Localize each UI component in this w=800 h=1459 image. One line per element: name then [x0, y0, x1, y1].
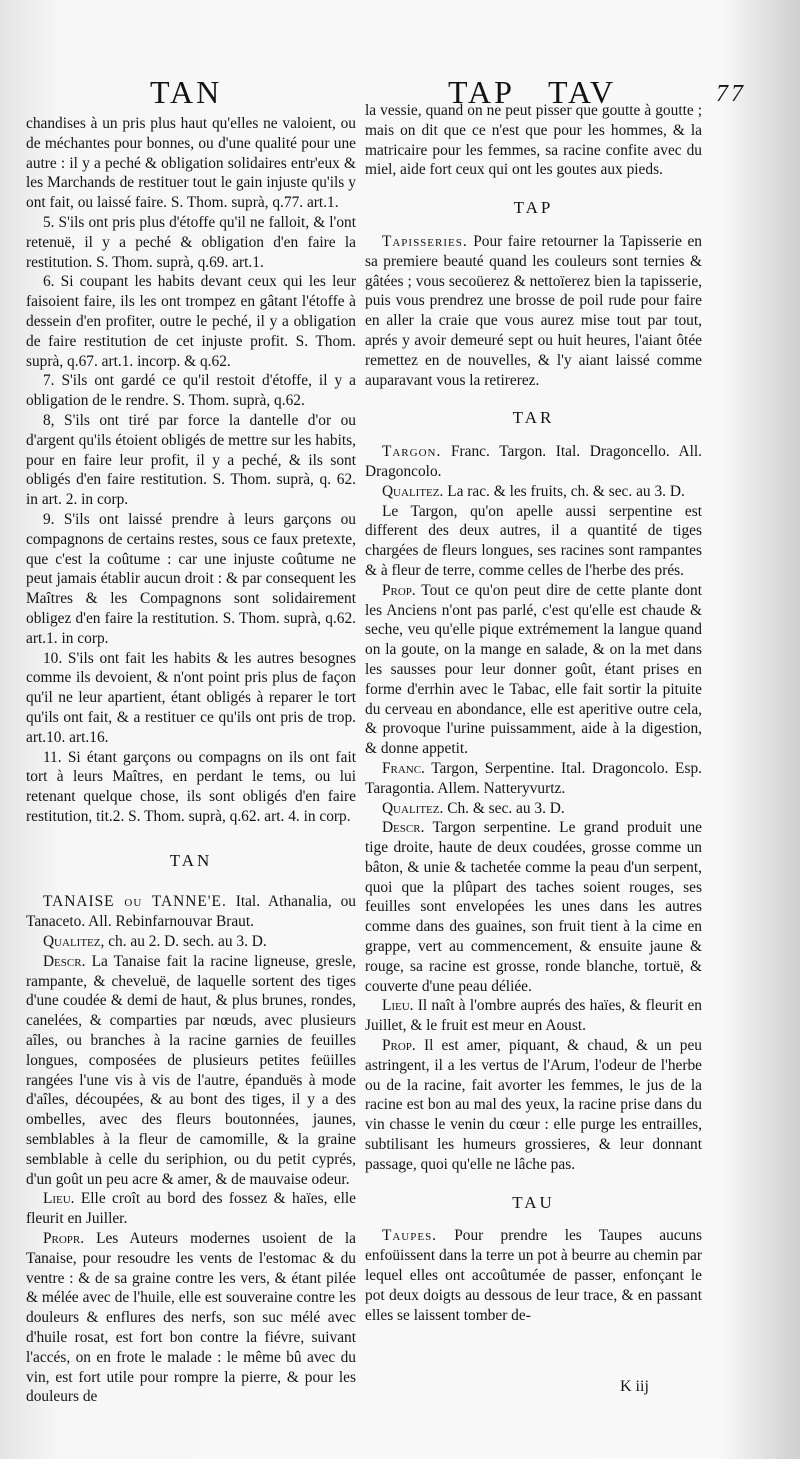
entry-names: Ital. Athanalia, ou Tanaceto. All. Rebinfarnouvar Braut.	[26, 893, 356, 931]
entry-taupes	[365, 1226, 702, 1325]
paragraph: 8, S'ils ont tiré par force la dantelle d'or ou d'argent qu'ils étoient obligés de mettre sur les habits, pour en faire leur profit, il y a peché, & ils sont obligés d'en faire restitution. S. Thom. suprà, q. 62. in art. 2. in corp.	[26, 411, 356, 509]
entry-place	[365, 996, 702, 1036]
paragraph: 5. S'ils ont pris plus d'étoffe qu'il ne falloit, & l'ont retenuë, il y a peché & obligation d'en faire la restitution. S. Thom. suprà, q.69. art.1.	[26, 213, 356, 271]
entry-text: Pour faire retourner la Tapisserie en sa premiere beauté quand les couleurs sont ternies & gâtées ; vous secoüerez & nettoïerez bien la tapisserie, puis vous prendrez une brosse de poil rude pour faire en aller la craie que vous aurez mise tout par tout, aprés y avoir demeuré sept ou huit heures, l'aiant ôtée remettez en de nouvelles, & l'y aiant laissé comme auparavant vous la retirerez.	[365, 232, 702, 389]
field-text: La rac. & les fruits, ch. & sec. au 3. D.	[447, 482, 685, 500]
section-heading: TAP	[513, 198, 554, 218]
entry-targon	[365, 442, 702, 482]
entry-names: Franc. Targon. Ital. Dragoncello. All. Dragoncolo.	[365, 443, 702, 480]
paragraph: la vessie, quand on ne peut pisser que goutte à goutte ; mais on dit que ce n'est que pour les hommes, & la matricaire pour les femmes, sa racine confite avec du miel, aide fort ceux qui ont les goutes aux pieds.	[365, 102, 702, 179]
entry-headword: Taupes.	[381, 1227, 438, 1245]
field-text: ch. au 2. D. sech. au 3. D.	[108, 933, 267, 951]
field-text: Targon serpentine. Le grand produit une tige droite, haute de deux coudées, grosse comme un bâton, & unie & tachetée comme la peau d'un serpent, quoi que la plûpart des taches soient rouges, ses feuilles sont envelopées les unes dans les autres comme dans des guaines, son fruit tient à la cime en grappe, vert au commencement, & ensuite jaune & rouge, sa racine est grosse, ronde blanche, tortuë, & couverte d'une peau déliée.	[365, 819, 702, 995]
field-label: Prop.	[381, 581, 416, 599]
section-heading: TAU	[512, 1192, 555, 1212]
entry-headword: Targon.	[381, 443, 442, 461]
paragraph: 10. S'ils ont fait les habits & les autres besognes comme ils devoient, & n'ont point pris plus de façon qu'il ne leur apartient, étant obligés à reparer le tort qu'ils ont fait, & a restituer ce qu'ils ont pris de trop. art.10. art.16.	[26, 649, 356, 746]
entry-properties	[26, 1229, 356, 1407]
field-label: Qualitez,	[42, 933, 105, 951]
field-label: Prop.	[381, 1037, 416, 1055]
entry-description	[365, 818, 702, 996]
entry-qualities-2	[365, 799, 702, 819]
page-number: 77	[716, 81, 746, 107]
field-text: Il est amer, piquant, & chaud, & un peu astringent, il a les vertus de l'Arum, l'odeur de l'herbe ou de la racine, fait avorter les femmes, le jus de la racine est bon au mal des yeux, la racine prise dans du vin chasse le venin du cœur : elle purge les entrailles, subtilisant les humeurs grossieres, & leur donnant passage, quoi qu'elle ne lâche pas.	[365, 1037, 702, 1173]
field-label: Lieu.	[381, 997, 414, 1015]
field-label: Descr.	[42, 952, 86, 970]
entry-tapisseries	[365, 232, 702, 390]
entry-place	[26, 1189, 356, 1229]
field-text: Les Auteurs modernes usoient de la Tanaise, pour resoudre les vents de l'estomac & du ventre : & de sa graine contre les vers, & étant pilée & mélée avec de l'huile, elle est souveraine contre les douleurs & enflures des nerfs, son suc mélé avec d'huile rosat, est fort bon contre la fiévre, suivant l'accés, on en frote le malade : le même bû avec du vin, est fort utile pour rompre la pierre, & pour les douleurs de	[26, 1230, 356, 1406]
field-label: Qualitez.	[381, 799, 444, 817]
section-heading: TAN	[169, 850, 213, 870]
field-label: Lieu.	[42, 1190, 75, 1208]
field-label: Franc.	[381, 759, 425, 777]
paragraph: 7. S'ils ont gardé ce qu'il restoit d'étoffe, il y a obligation de le rendre. S. Thom. suprà, q.62.	[26, 372, 356, 410]
left-column	[26, 114, 356, 1407]
paragraph: Le Targon, qu'on apelle aussi serpentine est different des deux autres, il a quantité de tiges chargées de fleurs longues, ses racines sont rampantes & à fleur de terre, comme celles de l'herbe des prés.	[365, 502, 702, 579]
field-text: La Tanaise fait la racine ligneuse, gresle, rampante, & cheveluë, de laquelle sortent des tiges d'une coudée & demi de haut, & plus brunes, rondes, canelées, & comparties par nœuds, avec plusieurs aîles, ou branches à la racine garnies de feuilles longues, composées de plusieurs petites feüilles rangées l'une vis à vis de l'autre, épanduës à mode d'aîles, découpées, & au bont des tiges, il y a des ombelles, avec des fleurs boutonnées, jaunes, semblables à la fleur de camomille, & la graine semblable à celle du seriphion, ou du petit cyprés, d'un goût un peu acre & amer, & de mauvaise odeur.	[26, 952, 356, 1188]
entry-text: Pour prendre les Taupes aucuns enfoüissent dans la terre un pot à beurre au chemin par lequel elles ont accoûtumée de passer, enfonçant le pot deux doigts au dessous de leur trace, & en passant elles se laissent tomber de-	[365, 1227, 702, 1324]
running-head-center: TAP	[448, 74, 515, 110]
paragraph: 9. S'ils ont laissé prendre à leurs garçons ou compagnons de certains restes, sous ce faux pretexte, que c'est la coûtume : car une injuste coûtume ne peut jamais établir aucun droit : & par consequent les Maîtres & les Compagnons sont solidairement obligez d'en faire la restitution. S. Thom. suprà, q.62. art.1. in corp.	[26, 510, 356, 647]
entry-properties	[365, 581, 702, 759]
field-text: Il naît à l'ombre auprés des haïes, & fleurit en Juillet, & le fruit est meur en Aoust.	[365, 997, 702, 1035]
field-label: Propr.	[42, 1230, 85, 1248]
paragraph: 6. Si coupant les habits devant ceux qui les leur faisoient faire, ils les ont trompez en gâtant l'étoffe à dessein d'en profiter, outre le peché, il y a obligation de faire restitution de cet injuste profit. S. Thom. suprà, q.67. art.1. incorp. & q.62.	[26, 273, 356, 370]
section-heading: TAR	[512, 408, 555, 428]
field-text: Ch. & sec. au 3. D.	[447, 799, 565, 817]
right-column	[365, 101, 702, 1325]
entry-headword: Tapisseries.	[381, 232, 468, 250]
entry-headword: TANAISE ou TANNE'E.	[42, 893, 227, 911]
field-text: Elle croît au bord des fossez & haïes, elle fleurit en Juiller.	[26, 1190, 357, 1228]
paragraph: chandises à un pris plus haut qu'elles ne valoient, ou de méchantes pour bonnes, ou d'une qualité pour une autre : il y a peché & obligation solidaires entr'eux & les Marchands de restituer tout le gain injuste qu'ils y ont fait, ou laissé faire. S. Thom. suprà, q.77. art.1.	[26, 115, 356, 212]
running-head-left: TAN	[150, 74, 223, 110]
entry-properties-2	[365, 1036, 702, 1175]
entry-qualities	[26, 932, 356, 952]
entry-names-2	[365, 759, 702, 799]
running-head-right: TAV	[548, 74, 617, 110]
signature-mark: K iij	[620, 1378, 649, 1395]
field-label: Qualitez.	[381, 482, 444, 500]
entry-qualities	[365, 482, 702, 502]
field-text: Tout ce qu'on peut dire de cette plante dont les Anciens n'ont pas parlé, c'est qu'elle est chaude & seche, veu qu'elle pique extrémement la langue quand on la goute, on la mange en salade, & on la met dans les sausses pour leur donner goût, étant prises en forme d'errhin avec le Tabac, elle fait sortir la pituite du cerveau en abondance, elle est aperitive outre cela, & provoque l'urine puissamment, aide à la digestion, & donne appetit.	[365, 581, 702, 758]
entry-tanaise	[26, 892, 356, 932]
entry-description	[26, 952, 356, 1190]
field-label: Descr.	[381, 819, 425, 837]
field-text: Targon, Serpentine. Ital. Dragoncolo. Esp. Taragontia. Allem. Natteryvurtz.	[365, 759, 702, 797]
paragraph: 11. Si étant garçons ou compagns on ils ont fait tort à leurs Maîtres, en perdant le tems, ou lui retenant quelque chose, ils sont obligés d'en faire restitution, tit.2. S. Thom. suprà, q.62. art. 4. in corp.	[26, 748, 356, 825]
